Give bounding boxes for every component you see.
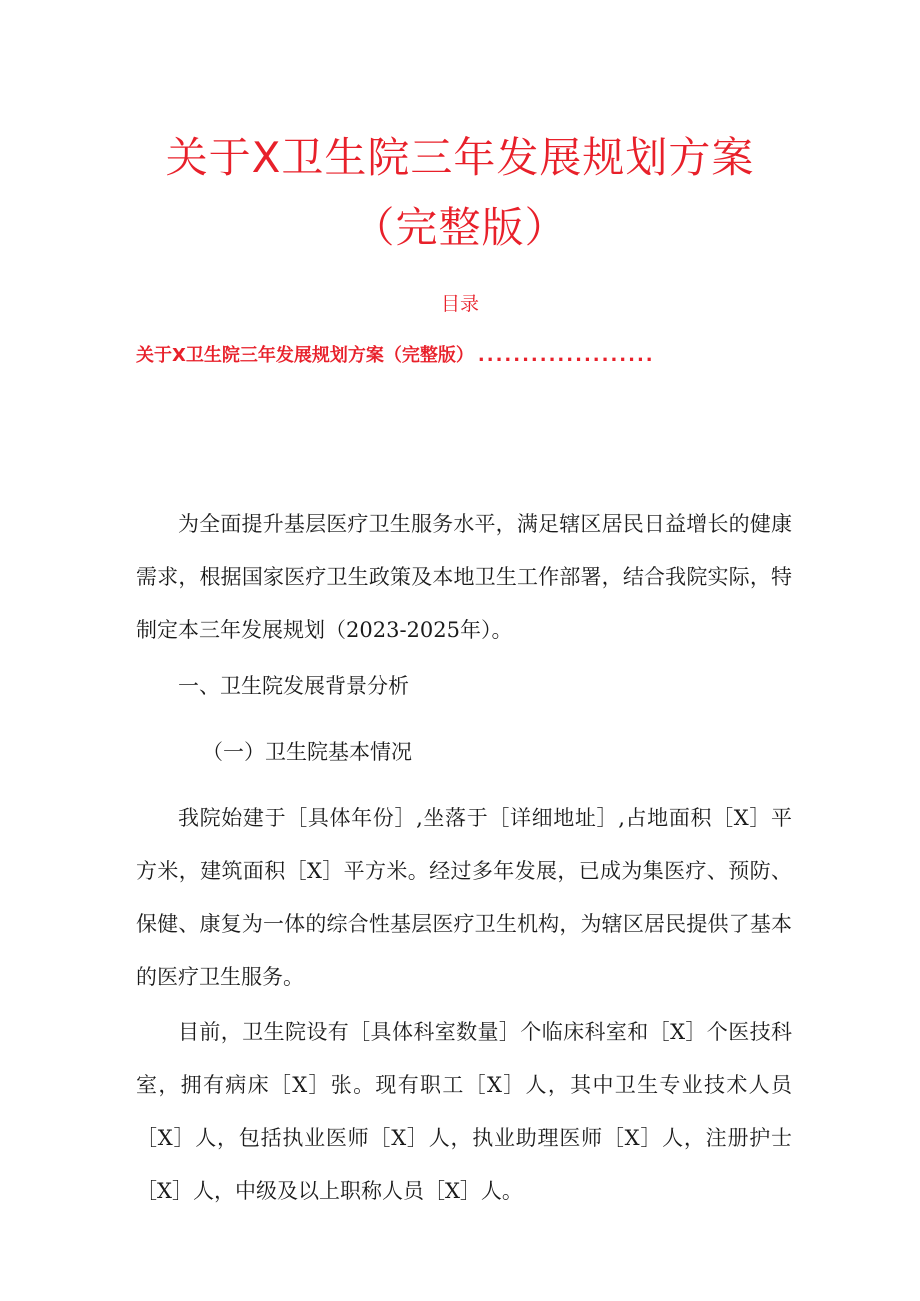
toc-heading: 目录: [440, 293, 479, 315]
intro-paragraph: 为全面提升基层医疗卫生服务水平，满足辖区居民日益增长的健康需求，根据国家医疗卫生政策及本地卫生工作部署，结合我院实际，特制定本三年发展规划（2023-2025年）。: [136, 512, 792, 642]
document-title-line-2: （完整版）: [352, 203, 568, 252]
toc-entry[interactable]: [136, 343, 776, 369]
section-heading-1: 一、卫生院发展背景分析: [178, 674, 409, 698]
toc-entry-text[interactable]: 关于X卫生院三年发展规划方案（完整版）: [136, 345, 474, 366]
subsection-heading-1-1: （一）卫生院基本情况: [202, 740, 412, 764]
body-paragraph-basic-info: 我院始建于［具体年份］,坐落于［详细地址］,占地面积［X］平方米，建筑面积［X］平方米。经过多年发展，已成为集医疗、预防、保健、康复为一体的综合性基层医疗卫生机构，为辖区居民提供了基本的医疗卫生服务。: [136, 806, 792, 989]
toc-entry-leader-dots: ....................: [477, 345, 655, 366]
body-paragraph-staffing: 目前，卫生院设有［具体科室数量］个临床科室和［X］个医技科室，拥有病床［X］张。现有职工［X］人，其中卫生专业技术人员［X］人，包括执业医师［X］人，执业助理医师［X］人，注册护士［X］人，中级及以上职称人员［X］人。: [136, 1020, 792, 1203]
document-title-line-1: 关于X卫生院三年发展规划方案: [165, 133, 755, 182]
